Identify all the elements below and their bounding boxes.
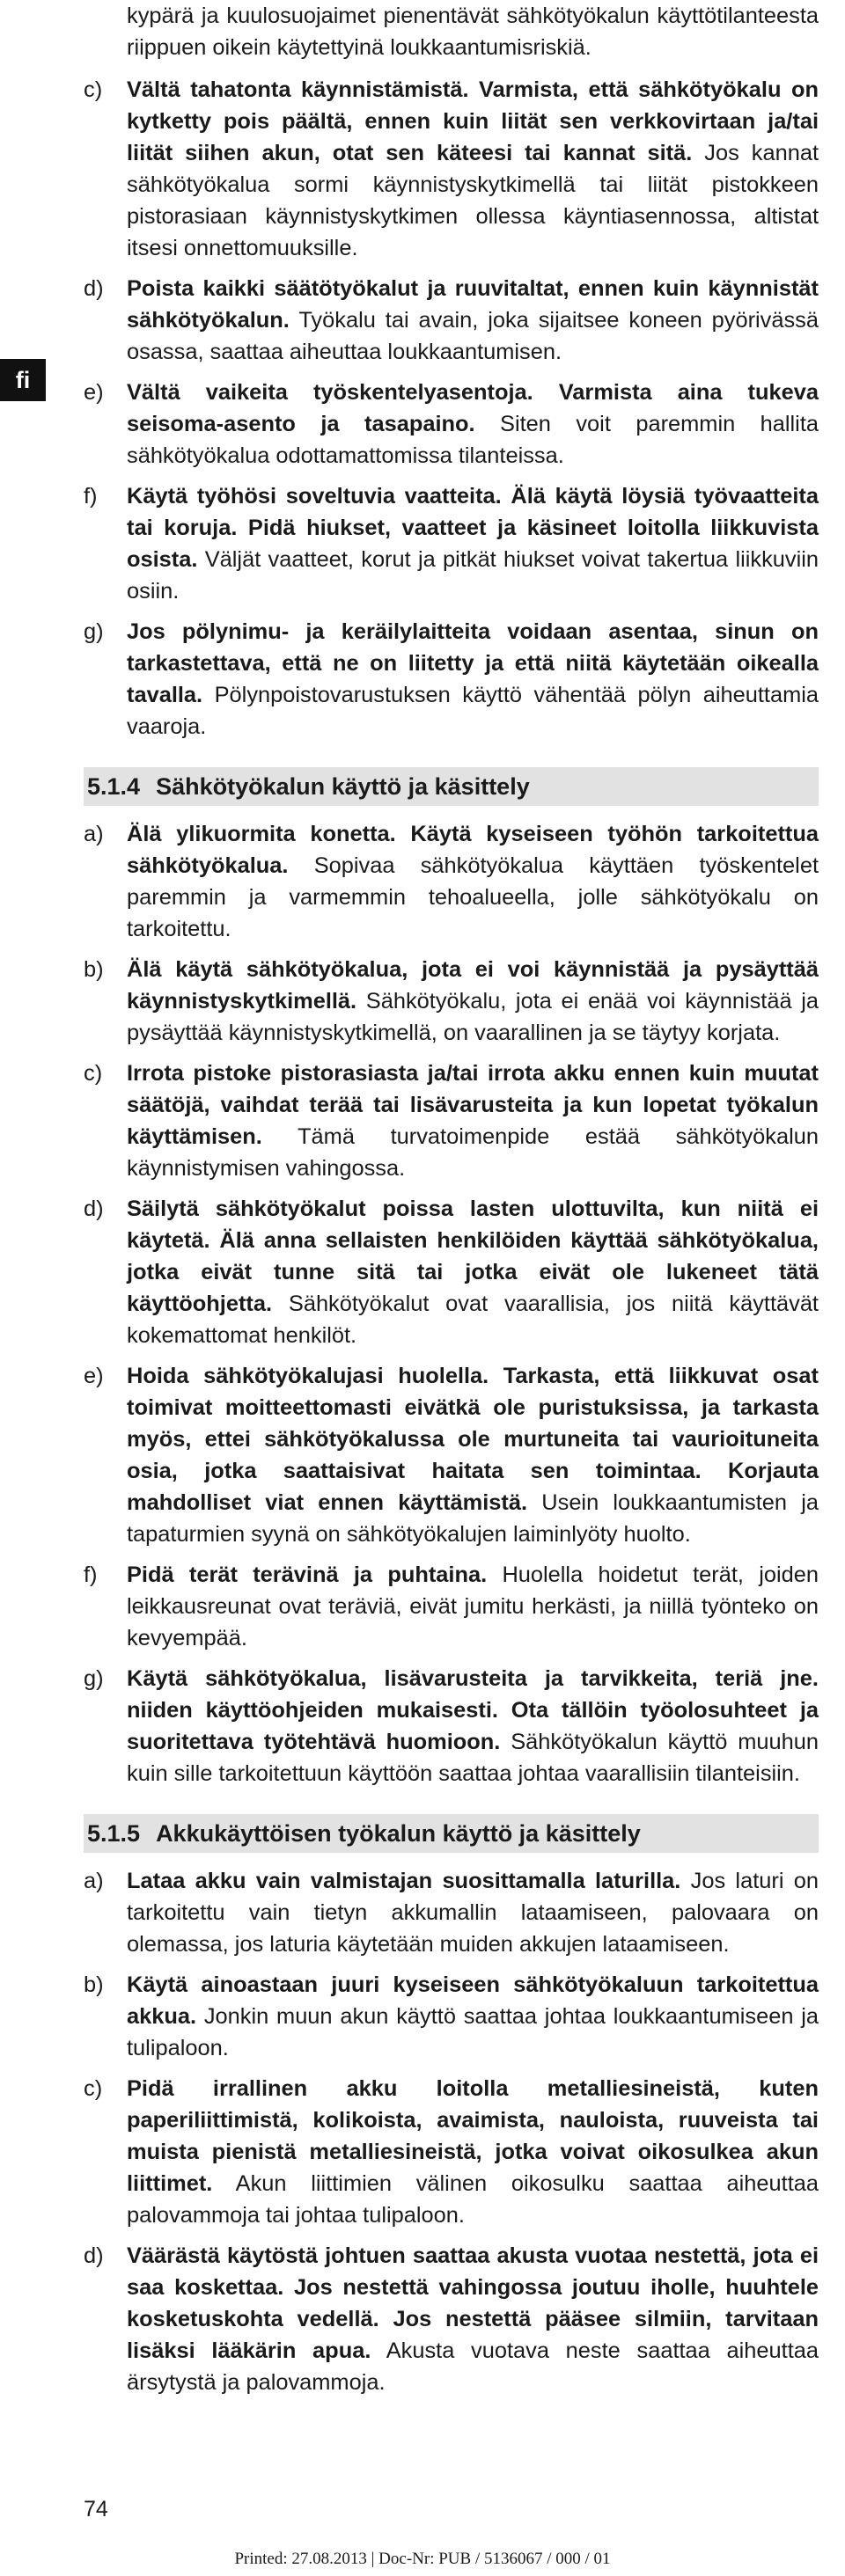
section-514-list [84,818,819,1789]
item-bold-text: Pidä irrallinen akku loitolla metalliesineistä, kuten paperiliittimistä, kolikoista, avaimista, nauloista, ruuveista tai muista pienistä metalliesineistä, jotka voivat oikosulkea akun liittimet. [127,2076,819,2196]
intro-list [84,74,819,743]
intro-paragraph: kypärä ja kuulosuojaimet pienentävät sähkötyökalun käyttötilanteesta riippuen oikein käytettyinä loukkaantumisriskiä. [127,4,819,60]
item-letter: c) [84,77,103,102]
item-text: Siten voit paremmin hallita sähkötyökalua odottamattomissa tilanteissa. [127,412,819,468]
item-text: Jos kannat sähkötyökalua sormi käynnistyskytkimellä tai liität pistokkeen pistorasiaan käynnistyskytkimen ollessa käyntiasennossa, altistat itsesi onnettomuuksille. [127,141,819,260]
item-bold-text: Vältä tahatonta käynnistämistä. Varmista, että sähkötyökalu on kytketty pois päältä, ennen kuin liität sen verkkovirtaan ja/tai liität siihen akun, otat sen käteesi tai kannat sitä. [127,77,819,165]
item-letter: d) [84,276,104,301]
list-item [84,1360,819,1550]
item-text: Tämä turvatoimenpide estää sähkötyökalun käynnistymisen vahingossa. [127,1124,819,1181]
item-letter: a) [84,1869,104,1893]
item-bold-text: Älä ylikuormita konetta. Käytä kyseiseen työhön tarkoitettua sähkötyökalua. [127,822,819,878]
item-text: Pölynpoistovarustuksen käyttö vähentää pölyn aiheuttamia vaaroja. [127,683,819,739]
item-letter: e) [84,380,104,405]
item-bold-text: Käytä sähkötyökalua, lisävarusteita ja tarvikkeita, teriä jne. niiden käyttöohjeiden mukaisesti. Ota tällöin työolosuhteet ja suoritettava työtehtävä huomioon. [127,1666,819,1754]
item-bold-text: Väärästä käytöstä johtuen saattaa akusta vuotaa nestettä, jota ei saa koskettaa. Jos nestettä vahingossa joutuu iholle, huuhtele kosketuskohta vedellä. Jos nestettä pääsee silmiin, tarvitaan lisäksi lääkärin apua. [127,2243,819,2363]
item-bold-text: Jos pölynimu- ja keräilylaitteita voidaan asentaa, sinun on tarkastettava, että ne on liitetty ja että niitä käytetään oikealla tavalla. [127,619,819,707]
item-text: Jonkin muun akun käyttö saattaa johtaa loukkaantumiseen ja tulipaloon. [127,2004,819,2060]
item-text: Huolella hoidetut terät, joiden leikkausreunat ovat teräviä, eivät jumitu herkästi, ja niillä työnteko on kevyempää. [127,1562,819,1650]
list-item [84,818,819,945]
list-item [84,2240,819,2398]
item-bold-text: Lataa akku vain valmistajan suosittamalla laturilla. [127,1869,681,1893]
list-item [84,273,819,368]
item-text: Akun liittimien välinen oikosulku saattaa aiheuttaa palovammoja tai johtaa tulipaloon. [127,2171,819,2228]
item-letter: b) [84,1972,104,1997]
item-text: Väljät vaatteet, korut ja pitkät hiukset voivat takertua liikkuviin osiin. [127,547,819,604]
list-item [84,480,819,607]
item-bold-text: Pidä terät terävinä ja puhtaina. [127,1562,488,1587]
section-heading-515 [84,1814,819,1853]
item-letter: f) [84,484,98,509]
item-bold-text: Säilytä sähkötyökalut poissa lasten ulottuvilta, kun niitä ei käytetä. Älä anna sellaisten henkilöiden käyttää sähkötyökalua, jotka eivät tunne sitä tai jotka eivät ole lukeneet tätä käyttöohjetta. [127,1197,819,1316]
list-item [84,2073,819,2231]
list-item [84,377,819,472]
list-item [84,954,819,1049]
print-footer: Printed: 27.08.2013 | Doc-Nr: PUB / 5136067 / 000 / 01 [234,2550,611,2568]
list-item [84,1663,819,1789]
document-body [84,0,819,2407]
item-letter: b) [84,957,104,982]
item-text: Sähkötyökalun käyttö muuhun kuin sille tarkoitettuun käyttöön saattaa johtaa vaarallisiin tilanteisiin. [127,1730,819,1786]
list-item [84,1559,819,1654]
section-number: 5.1.4 [87,773,141,800]
item-bold-text: Vältä vaikeita työskentelyasentoja. Varmista aina tukeva seisoma-asento ja tasapaino. [127,380,819,436]
item-letter: g) [84,619,104,644]
page-number: 74 [84,2497,108,2521]
item-text: Työkalu tai avain, joka sijaitsee koneen pyörivässä osassa, saattaa aiheuttaa loukkaantumisen. [127,308,819,364]
item-bold-text: Käytä työhösi soveltuvia vaatteita. Älä käytä löysiä työvaatteita tai koruja. Pidä hiukset, vaatteet ja käsineet loitolla liikkuvista osista. [127,484,819,572]
item-letter: f) [84,1562,98,1587]
list-item [84,1193,819,1351]
section-heading-514 [84,767,819,806]
list-item [84,616,819,743]
list-item [84,1057,819,1184]
item-bold-text: Irrota pistoke pistorasiasta ja/tai irrota akku ennen kuin muutat säätöjä, vaihdat terää tai lisävarusteita ja kun lopetat työkalun käyttämisen. [127,1061,819,1149]
language-tab: fi [0,359,46,401]
item-text: Sähkötyökalut ovat vaarallisia, jos niitä käyttävät kokemattomat henkilöt. [127,1292,819,1348]
list-item [84,74,819,264]
section-515-list [84,1865,819,2398]
item-letter: c) [84,1061,103,1086]
item-letter: d) [84,1197,104,1221]
item-text: Usein loukkaantumisten ja tapaturmien syynä on sähkötyökalujen laiminlyöty huolto. [127,1490,819,1547]
item-letter: g) [84,1666,104,1691]
item-bold-text: Hoida sähkötyökalujasi huolella. Tarkasta, että liikkuvat osat toimivat moitteettomasti eivätkä ole puristuksissa, ja tarkasta myös, ettei sähkötyökalussa ole murtuneita tai vaurioituneita osia, jotka saattaisivat haitata sen toimintaa. Korjauta mahdolliset viat ennen käyttämistä. [127,1364,819,1515]
item-letter: d) [84,2243,104,2268]
list-item [84,1969,819,2064]
section-title: Sähkötyökalun käyttö ja käsittely [156,773,530,800]
section-title: Akkukäyttöisen työkalun käyttö ja käsittely [156,1820,641,1847]
item-text: Sähkötyökalu, jota ei enää voi käynnistää ja pysäyttää käynnistyskytkimellä, on vaarallinen ja se täytyy korjata. [127,989,819,1045]
item-bold-text: Käytä ainoastaan juuri kyseiseen sähkötyökaluun tarkoitettua akkua. [127,1972,819,2029]
item-bold-text: Poista kaikki säätötyökalut ja ruuvitaltat, ennen kuin käynnistät sähkötyökalun. [127,276,819,333]
item-bold-text: Älä käytä sähkötyökalua, jota ei voi käynnistää ja pysäyttää käynnistyskytkimellä. [127,957,819,1014]
list-item [84,1865,819,1960]
item-text: Jos laturi on tarkoitettu vain tietyn akkumallin lataamiseen, palovaara on olemassa, jos laturia käytetään muiden akkujen lataamiseen. [127,1869,819,1957]
section-number: 5.1.5 [87,1820,141,1847]
item-text: Akusta vuotava neste saattaa aiheuttaa ärsytystä ja palovammoja. [127,2338,819,2395]
item-letter: c) [84,2076,103,2101]
item-text: Sopivaa sähkötyökalua käyttäen työskentelet paremmin ja varmemmin tehoalueella, jolle sähkötyökalu on tarkoitettu. [127,853,819,941]
item-letter: a) [84,822,104,846]
item-letter: e) [84,1364,104,1388]
